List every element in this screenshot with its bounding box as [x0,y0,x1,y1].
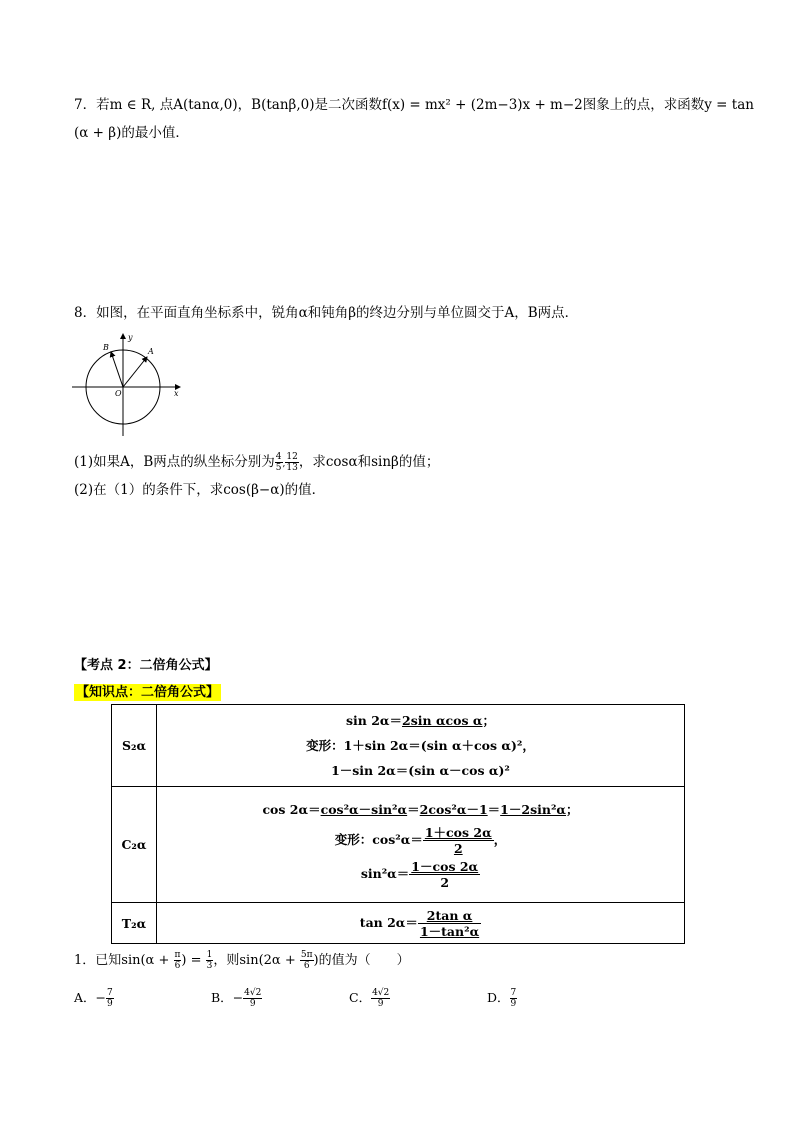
q1-stem: 1．已知sin(α + $\frac{\pi}{6}$ ) = $\frac{1}{3}$ ，则sin(2α + $\frac{5\pi}{6}$ )的值为（ ） [74,950,410,971]
point-b-label: B [103,343,109,352]
option-c[interactable]: C． $\frac{4√2}{9}$ [349,988,390,1009]
y-axis-label: y [128,333,133,342]
c2a-formulas: cos 2α＝cos²α－sin²α＝2cos²α－1＝1－2sin²α； 变形：cos²α＝ $\frac{1+\cos 2\alpha}{2}$ ， sin²α＝ $\frac{1-\cos 2\alpha}{2}$ [157,787,685,903]
section-zhishidian: 【知识点：二倍角公式】 [76,685,220,700]
t2a-formula: tan 2α＝ $\frac{\text{2tan α}}{\text{1－tan²α}}$ [157,903,685,944]
ray-b [111,352,123,387]
q7-line2: (α + β)的最小值． [74,125,189,141]
s2a-formulas: sin 2α＝2sin αcos α； 变形：1＋sin 2α＝(sin α＋cos α)²， 1－sin 2α＝(sin α－cos α)² [157,705,685,787]
option-a[interactable]: A．− $\frac{7}{9}$ [74,988,113,1009]
t2a-label: T₂α [112,903,157,944]
q8-stem: 8．如图，在平面直角坐标系中，锐角α和钝角β的终边分别与单位圆交于A，B两点． [74,305,579,321]
option-b[interactable]: B．− $\frac{4√2}{9}$ [211,988,262,1009]
x-axis-label: x [174,389,179,398]
q7-line1: 7．若m ∈ R, 点A(tanα,0)，B(tanβ,0)是二次函数f(x) = mx² + (2m−3)x + m−2图象上的点，求函数y = tan [74,97,754,113]
ray-a [123,357,147,387]
section-kaodian: 【考点 2：二倍角公式】 [74,658,218,673]
q8-part2: (2)在（1）的条件下，求cos(β−α)的值． [74,482,326,498]
unit-circle-figure [68,330,188,440]
option-d[interactable]: D． $\frac{7}{9}$ [487,988,517,1009]
double-angle-table [111,704,685,944]
origin-label: O [115,389,122,398]
point-a-label: A [148,347,154,356]
q8-part1: (1)如果A，B两点的纵坐标分别为 $\frac{4}{5}$ , $\frac{12}{13}$ ，求cosα和sinβ的值； [74,452,440,473]
c2a-label: C₂α [112,787,157,903]
s2a-label: S₂α [112,705,157,787]
